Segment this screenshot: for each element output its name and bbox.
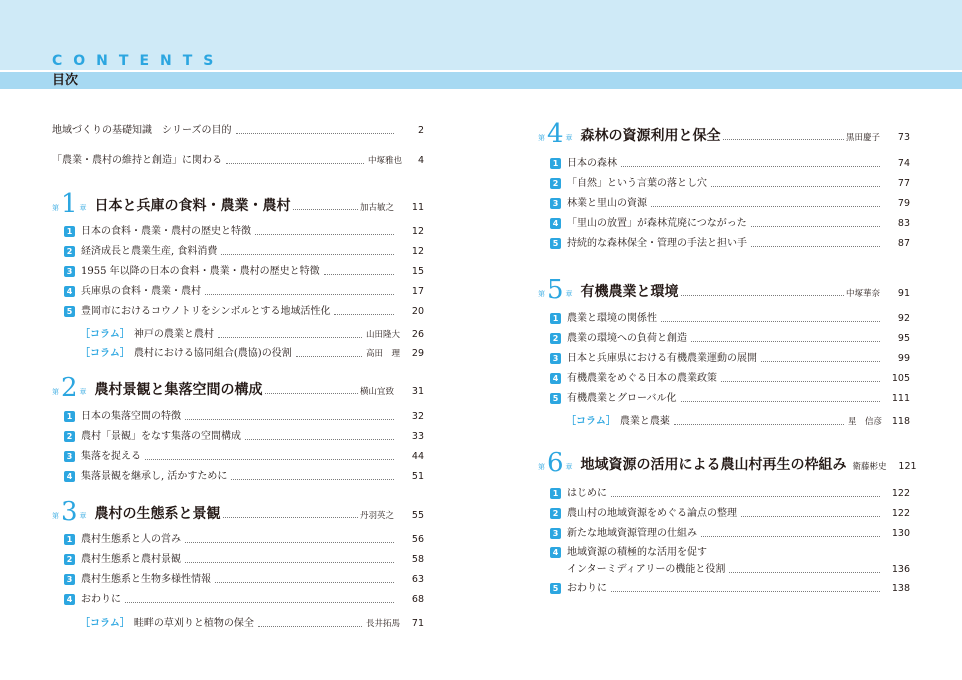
leader-dots bbox=[258, 626, 362, 627]
section-number-badge: 4 bbox=[64, 471, 75, 482]
leader-dots bbox=[651, 206, 880, 207]
chapter-prefix: 第 bbox=[52, 512, 59, 520]
toc-entry-second-line[interactable] bbox=[567, 563, 910, 577]
leader-dots bbox=[751, 246, 880, 247]
entry-label: 地域づくりの基礎知識 シリーズの目的 bbox=[52, 125, 232, 136]
column-entry[interactable] bbox=[566, 415, 910, 429]
entry-label: 兵庫県の食料・農業・農村 bbox=[81, 286, 201, 297]
chapter-suffix: 章 bbox=[79, 388, 87, 396]
leader-dots bbox=[221, 254, 394, 255]
leader-dots bbox=[236, 133, 395, 134]
toc-entry[interactable] bbox=[64, 470, 424, 484]
section-number-badge: 3 bbox=[550, 353, 561, 364]
entry-label: 農業の環境への負荷と創造 bbox=[567, 333, 687, 344]
section-number-badge: 1 bbox=[64, 411, 75, 422]
section-number-badge: 2 bbox=[64, 431, 75, 442]
page-number: 91 bbox=[897, 288, 910, 299]
section-number-badge: 2 bbox=[64, 554, 75, 565]
entry-label: 有機農業をめぐる日本の農業政策 bbox=[567, 373, 717, 384]
leader-dots bbox=[681, 295, 844, 296]
entry-label: 集落景観を継承し, 活かすために bbox=[81, 471, 228, 482]
page-number: 15 bbox=[411, 266, 424, 277]
column-entry[interactable] bbox=[80, 347, 424, 361]
section-number-badge: 5 bbox=[550, 393, 561, 404]
chapter-author: 中塚華奈 bbox=[845, 289, 880, 299]
toc-entry[interactable] bbox=[64, 305, 424, 319]
leader-dots bbox=[223, 517, 358, 518]
chapter-author: 加古敏之 bbox=[359, 203, 394, 213]
chapter-author: 衛藤彬史 bbox=[852, 462, 887, 472]
page-number: 55 bbox=[411, 510, 424, 521]
page-number: 122 bbox=[891, 488, 910, 499]
page-number: 138 bbox=[891, 583, 910, 594]
entry-label: 「自然」という言葉の落とし穴 bbox=[567, 178, 707, 189]
toc-entry[interactable] bbox=[550, 507, 910, 521]
toc-entry-first-line[interactable] bbox=[550, 546, 910, 560]
toc-entry[interactable] bbox=[550, 197, 910, 211]
page-number: 71 bbox=[411, 618, 424, 629]
toc-entry[interactable] bbox=[550, 177, 910, 191]
entry-label: 「里山の放置」が森林荒廃につながった bbox=[567, 218, 747, 229]
column-entry[interactable] bbox=[80, 617, 424, 631]
section-number-badge: 4 bbox=[550, 547, 561, 558]
page-number: 77 bbox=[897, 178, 910, 189]
chapter-author: 丹羽英之 bbox=[359, 511, 394, 521]
chapter-author: 黒田慶子 bbox=[845, 133, 880, 143]
entry-author: 長井拓馬 bbox=[365, 619, 400, 629]
toc-entry[interactable] bbox=[550, 527, 910, 541]
chapter-number: 5 bbox=[547, 275, 564, 305]
section-number-badge: 2 bbox=[550, 333, 561, 344]
entry-label: 畦畔の草刈りと植物の保全 bbox=[133, 618, 254, 629]
leader-dots bbox=[681, 401, 881, 402]
page-number: 31 bbox=[411, 386, 424, 397]
section-number-badge: 5 bbox=[64, 306, 75, 317]
entry-author: 星 信彦 bbox=[847, 417, 882, 427]
chapter-suffix: 章 bbox=[565, 290, 573, 298]
page-number: 32 bbox=[411, 411, 424, 422]
entry-label: 日本と兵庫県における有機農業運動の展開 bbox=[567, 353, 757, 364]
entry-label: 林業と里山の資源 bbox=[567, 198, 647, 209]
entry-label: 豊岡市におけるコウノトリをシンボルとする地域活性化 bbox=[81, 306, 331, 317]
chapter-title: 森林の資源利用と保全 bbox=[580, 128, 721, 144]
page-number: 2 bbox=[417, 125, 424, 136]
page-number: 79 bbox=[897, 198, 910, 209]
page-number: 4 bbox=[417, 155, 424, 166]
toc-entry[interactable] bbox=[64, 285, 424, 299]
entry-label: 1955 年以降の日本の食料・農業・農村の歴史と特徴 bbox=[81, 266, 320, 277]
leader-dots bbox=[661, 321, 880, 322]
toc-entry[interactable] bbox=[550, 582, 910, 596]
chapter-title: 有機農業と環境 bbox=[580, 284, 679, 300]
leader-dots bbox=[334, 314, 394, 315]
entry-label: 農業と農薬 bbox=[619, 416, 670, 427]
page-number: 58 bbox=[411, 554, 424, 565]
chapter-number: 3 bbox=[61, 497, 78, 527]
page-number: 68 bbox=[411, 594, 424, 605]
toc-entry[interactable] bbox=[550, 392, 910, 406]
chapter-prefix: 第 bbox=[52, 388, 59, 396]
leader-dots bbox=[691, 341, 880, 342]
leader-dots bbox=[185, 562, 394, 563]
entry-label: おわりに bbox=[567, 583, 607, 594]
chapter-suffix: 章 bbox=[565, 463, 573, 471]
toc-entry[interactable] bbox=[550, 217, 910, 231]
leader-dots bbox=[324, 274, 394, 275]
leader-dots bbox=[231, 479, 394, 480]
section-number-badge: 4 bbox=[64, 594, 75, 605]
leader-dots bbox=[145, 459, 394, 460]
leader-dots bbox=[125, 602, 394, 603]
section-number-badge: 1 bbox=[550, 488, 561, 499]
section-number-badge: 3 bbox=[550, 528, 561, 539]
chapter-title: 地域資源の活用による農山村再生の枠組み bbox=[580, 457, 847, 473]
page-number: 29 bbox=[411, 348, 424, 359]
chapter-suffix: 章 bbox=[79, 512, 87, 520]
contents-heading: CONTENTS bbox=[52, 53, 225, 69]
toc-entry[interactable] bbox=[550, 487, 910, 501]
section-number-badge: 1 bbox=[64, 534, 75, 545]
toc-entry[interactable] bbox=[64, 245, 424, 259]
leader-dots bbox=[751, 226, 880, 227]
section-number-badge: 1 bbox=[64, 226, 75, 237]
page-number: 95 bbox=[897, 333, 910, 344]
chapter-5-heading[interactable] bbox=[538, 275, 910, 305]
page-number: 26 bbox=[411, 329, 424, 340]
page-number: 56 bbox=[411, 534, 424, 545]
chapter-number: 4 bbox=[547, 119, 564, 149]
page-number: 33 bbox=[411, 431, 424, 442]
entry-author: 山田隆大 bbox=[365, 330, 400, 340]
section-number-badge: 3 bbox=[550, 198, 561, 209]
leader-dots bbox=[293, 209, 358, 210]
chapter-title: 農村景観と集落空間の構成 bbox=[94, 382, 263, 398]
page-number: 12 bbox=[411, 226, 424, 237]
toc-entry[interactable] bbox=[64, 450, 424, 464]
column-tag: ［コラム］ bbox=[80, 348, 130, 359]
toc-entry[interactable] bbox=[64, 533, 424, 547]
page-number: 92 bbox=[897, 313, 910, 324]
page-number: 44 bbox=[411, 451, 424, 462]
entry-label: 農村生態系と生物多様性情報 bbox=[81, 574, 211, 585]
chapter-prefix: 第 bbox=[538, 290, 545, 298]
toc-entry[interactable] bbox=[550, 352, 910, 366]
page-number: 122 bbox=[891, 508, 910, 519]
leader-dots bbox=[205, 294, 394, 295]
entry-label: 新たな地域資源管理の仕組み bbox=[567, 528, 697, 539]
chapter-prefix: 第 bbox=[52, 204, 59, 212]
page-number: 11 bbox=[411, 202, 424, 213]
entry-label: 持続的な森林保全・管理の手法と担い手 bbox=[567, 238, 747, 249]
toc-entry-intro-2[interactable] bbox=[52, 154, 424, 168]
section-number-badge: 2 bbox=[550, 508, 561, 519]
chapter-prefix: 第 bbox=[538, 134, 545, 142]
leader-dots bbox=[674, 424, 844, 425]
page-number: 136 bbox=[891, 564, 910, 575]
leader-dots bbox=[701, 536, 880, 537]
chapter-3-heading[interactable] bbox=[52, 497, 424, 527]
toc-entry-intro-1[interactable] bbox=[52, 124, 424, 138]
column-tag: ［コラム］ bbox=[566, 416, 616, 427]
column-tag: ［コラム］ bbox=[80, 329, 130, 340]
section-number-badge: 5 bbox=[550, 238, 561, 249]
section-number-badge: 4 bbox=[550, 373, 561, 384]
leader-dots bbox=[711, 186, 880, 187]
leader-dots bbox=[245, 439, 394, 440]
entry-label: 日本の食料・農業・農村の歴史と特徴 bbox=[81, 226, 251, 237]
page-number: 73 bbox=[897, 132, 910, 143]
entry-label: はじめに bbox=[567, 488, 607, 499]
page-number: 51 bbox=[411, 471, 424, 482]
page-number: 20 bbox=[411, 306, 424, 317]
leader-dots bbox=[215, 582, 394, 583]
chapter-author: 横山宜致 bbox=[359, 387, 394, 397]
toc-entry[interactable] bbox=[64, 553, 424, 567]
leader-dots bbox=[218, 337, 362, 338]
title-bar bbox=[0, 72, 962, 89]
page-number: 130 bbox=[891, 528, 910, 539]
toc-entry[interactable] bbox=[64, 430, 424, 444]
entry-label: 日本の森林 bbox=[567, 158, 617, 169]
entry-label: 神戸の農業と農村 bbox=[133, 329, 214, 340]
entry-label: 「農業・農村の維持と創造」に関わる bbox=[52, 155, 222, 166]
chapter-1-heading[interactable] bbox=[52, 189, 424, 219]
chapter-prefix: 第 bbox=[538, 463, 545, 471]
section-number-badge: 5 bbox=[550, 583, 561, 594]
chapter-suffix: 章 bbox=[565, 134, 573, 142]
entry-label: 有機農業とグローバル化 bbox=[567, 393, 677, 404]
leader-dots bbox=[721, 381, 880, 382]
entry-label: 農村「景観」をなす集落の空間構成 bbox=[81, 431, 241, 442]
chapter-6-heading[interactable] bbox=[538, 448, 917, 478]
leader-dots bbox=[611, 591, 880, 592]
chapter-number: 2 bbox=[61, 373, 78, 403]
entry-label: 農村における協同組合(農協)の役割 bbox=[133, 348, 292, 359]
entry-label: 日本の集落空間の特徴 bbox=[81, 411, 181, 422]
leader-dots bbox=[265, 393, 358, 394]
section-number-badge: 1 bbox=[550, 313, 561, 324]
toc-entry[interactable] bbox=[64, 573, 424, 587]
chapter-suffix: 章 bbox=[79, 204, 87, 212]
toc-entry[interactable] bbox=[550, 157, 910, 171]
entry-author: 中塚雅也 bbox=[367, 156, 402, 166]
page-number: 17 bbox=[411, 286, 424, 297]
toc-entry[interactable] bbox=[550, 312, 910, 326]
page-number: 12 bbox=[411, 246, 424, 257]
chapter-number: 6 bbox=[547, 448, 564, 478]
section-number-badge: 3 bbox=[64, 451, 75, 462]
chapter-4-heading[interactable] bbox=[538, 119, 910, 149]
mokuji-heading: 目次 bbox=[52, 73, 79, 88]
entry-label: 農村生態系と人の営み bbox=[81, 534, 181, 545]
column-entry[interactable] bbox=[80, 328, 424, 342]
chapter-number: 1 bbox=[61, 189, 78, 219]
section-number-badge: 2 bbox=[64, 246, 75, 257]
leader-dots bbox=[185, 542, 394, 543]
toc-entry[interactable] bbox=[64, 593, 424, 607]
toc-entry[interactable] bbox=[64, 265, 424, 279]
leader-dots bbox=[185, 419, 394, 420]
leader-dots bbox=[296, 356, 362, 357]
page-number: 111 bbox=[891, 393, 910, 404]
entry-label: 農業と環境の関係性 bbox=[567, 313, 657, 324]
page-number: 99 bbox=[897, 353, 910, 364]
section-number-badge: 3 bbox=[64, 266, 75, 277]
toc-entry[interactable] bbox=[550, 237, 910, 251]
leader-dots bbox=[723, 139, 844, 140]
entry-label: おわりに bbox=[81, 594, 121, 605]
page-number: 63 bbox=[411, 574, 424, 585]
toc-entry[interactable] bbox=[64, 410, 424, 424]
page-number: 105 bbox=[891, 373, 910, 384]
toc-entry[interactable] bbox=[64, 225, 424, 239]
entry-label: 農山村の地域資源をめぐる論点の整理 bbox=[567, 508, 737, 519]
leader-dots bbox=[621, 166, 880, 167]
page-number: 74 bbox=[897, 158, 910, 169]
leader-dots bbox=[761, 361, 880, 362]
toc-entry[interactable] bbox=[550, 372, 910, 386]
chapter-title: 農村の生態系と景観 bbox=[94, 506, 221, 522]
column-tag: ［コラム］ bbox=[80, 618, 130, 629]
entry-label: 経済成長と農業生産, 食料消費 bbox=[81, 246, 218, 257]
section-number-badge: 3 bbox=[64, 574, 75, 585]
toc-entry[interactable] bbox=[550, 332, 910, 346]
page-number: 118 bbox=[891, 416, 910, 427]
section-number-badge: 1 bbox=[550, 158, 561, 169]
entry-author: 高田 理 bbox=[365, 349, 400, 359]
entry-label: 農村生態系と農村景観 bbox=[81, 554, 181, 565]
page-number: 87 bbox=[897, 238, 910, 249]
leader-dots bbox=[741, 516, 880, 517]
section-number-badge: 2 bbox=[550, 178, 561, 189]
leader-dots bbox=[729, 572, 880, 573]
entry-label: 集落を捉える bbox=[81, 451, 141, 462]
leader-dots bbox=[226, 163, 364, 164]
leader-dots bbox=[611, 496, 880, 497]
chapter-2-heading[interactable] bbox=[52, 373, 424, 403]
leader-dots bbox=[255, 234, 394, 235]
section-number-badge: 4 bbox=[64, 286, 75, 297]
chapter-title: 日本と兵庫の食料・農業・農村 bbox=[94, 198, 291, 214]
page-number: 121 bbox=[898, 461, 917, 472]
page-number: 83 bbox=[897, 218, 910, 229]
entry-label: 地域資源の積極的な活用を促す bbox=[567, 547, 707, 558]
section-number-badge: 4 bbox=[550, 218, 561, 229]
entry-label-continued: インターミディアリーの機能と役割 bbox=[567, 564, 726, 575]
